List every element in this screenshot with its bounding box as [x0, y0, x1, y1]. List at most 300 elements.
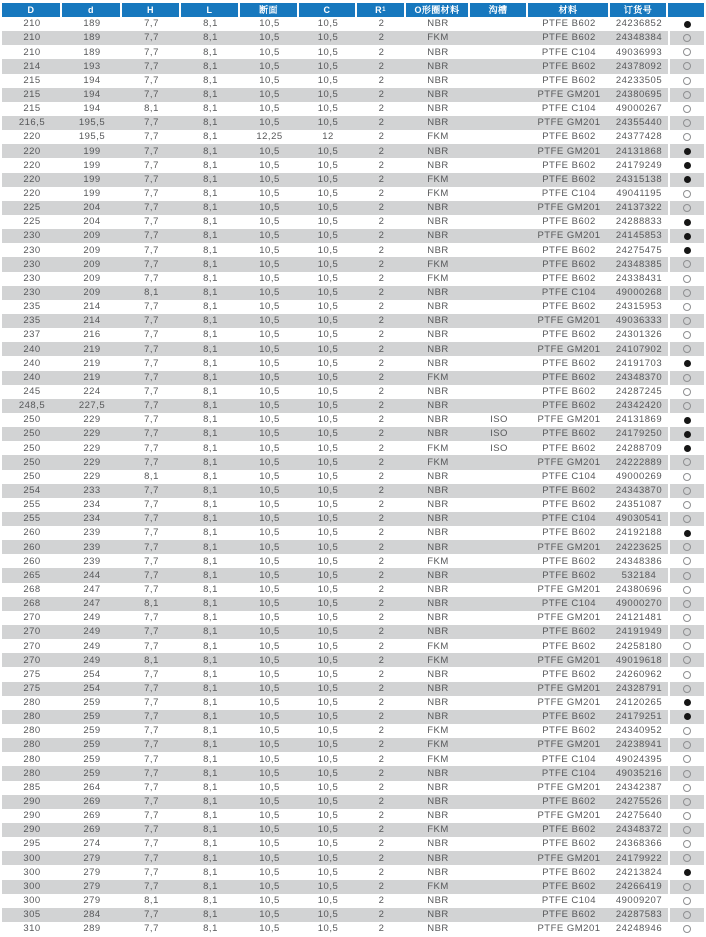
cell: 532184 — [621, 569, 657, 581]
cell — [470, 682, 528, 696]
table-row — [2, 526, 704, 540]
cell: 2 — [378, 470, 385, 482]
cell: PTFE B602 — [542, 357, 596, 369]
table-row — [2, 371, 704, 385]
cell: PTFE GM201 — [537, 781, 601, 793]
cell: 10,5 — [317, 612, 339, 624]
cell: 12 — [322, 131, 334, 143]
cell: NBR — [427, 315, 449, 327]
cell: 215 — [23, 74, 41, 86]
cell: 8,1 — [203, 456, 218, 468]
cell: 24260962 — [615, 668, 663, 680]
cell: PTFE C104 — [541, 513, 597, 525]
cell: PTFE C104 — [541, 470, 597, 482]
cell: PTFE GM201 — [537, 89, 601, 101]
table-row — [2, 413, 704, 427]
status-cell — [668, 455, 704, 469]
cell: NBR — [427, 117, 449, 129]
status-dot-open-icon — [683, 897, 691, 905]
cell: 10,5 — [317, 103, 339, 115]
table-row — [2, 201, 704, 215]
cell: PTFE B602 — [542, 668, 596, 680]
cell: 10,5 — [259, 569, 280, 581]
cell — [470, 894, 528, 908]
cell: 260 — [23, 555, 41, 567]
cell — [470, 597, 528, 611]
cell: PTFE B602 — [542, 131, 596, 143]
cell: 279 — [83, 866, 101, 878]
cell — [470, 498, 528, 512]
cell: 295 — [23, 838, 41, 850]
cell: 8,1 — [203, 46, 218, 58]
status-dot-open-icon — [683, 331, 691, 339]
cell: NBR — [427, 159, 449, 171]
cell: 2 — [378, 145, 385, 157]
status-dot-open-icon — [683, 642, 691, 650]
cell: NBR — [427, 400, 449, 412]
cell: PTFE GM201 — [537, 682, 601, 694]
cell: PTFE C104 — [541, 188, 597, 199]
cell: 10,5 — [317, 32, 339, 44]
status-dot-open-icon — [683, 91, 691, 99]
cell: PTFE B602 — [542, 18, 596, 30]
cell: 10,5 — [317, 838, 339, 850]
cell: 8,1 — [203, 442, 218, 454]
cell: 2 — [378, 357, 385, 369]
cell: 259 — [83, 739, 101, 751]
cell: 10,5 — [317, 145, 339, 157]
cell: 24380696 — [615, 583, 663, 595]
cell: 10,5 — [259, 46, 280, 58]
cell: 10,5 — [317, 385, 339, 397]
cell: 24179922 — [615, 852, 663, 864]
table-row — [2, 922, 704, 936]
cell: 10,5 — [259, 541, 280, 553]
cell: 10,5 — [259, 810, 280, 822]
cell: PTFE B602 — [542, 428, 596, 440]
cell: 10,5 — [317, 810, 339, 822]
cell: FKM — [427, 880, 449, 892]
cell: PTFE GM201 — [537, 202, 601, 214]
cell: 220 — [23, 159, 41, 171]
cell: 10,5 — [259, 725, 280, 737]
cell: 49030541 — [615, 513, 663, 525]
cell: 10,5 — [317, 654, 339, 666]
status-cell — [668, 229, 704, 243]
cell — [470, 300, 528, 314]
table-row — [2, 540, 704, 554]
status-cell — [668, 880, 704, 894]
cell — [470, 583, 528, 597]
status-dot-open-icon — [683, 784, 691, 792]
table-row — [2, 710, 704, 724]
status-dot-open-icon — [683, 826, 691, 834]
cell: 10,5 — [317, 188, 339, 199]
cell — [470, 526, 528, 540]
cell: 235 — [23, 301, 41, 313]
cell: 7,7 — [144, 569, 159, 581]
cell: 234 — [83, 499, 101, 511]
cell: 229 — [83, 442, 101, 454]
cell: FKM — [427, 739, 449, 751]
status-cell — [668, 568, 704, 582]
cell: 255 — [23, 499, 41, 511]
status-dot-open-icon — [683, 48, 691, 56]
cell — [470, 74, 528, 88]
cell: 8,1 — [203, 909, 218, 921]
status-cell — [668, 865, 704, 879]
cell: PTFE B602 — [542, 711, 596, 723]
cell: 10,5 — [317, 824, 339, 836]
cell: PTFE GM201 — [537, 739, 601, 751]
status-cell — [668, 738, 704, 752]
cell: 2 — [378, 258, 385, 270]
table-row — [2, 399, 704, 413]
table-row — [2, 314, 704, 328]
cell: PTFE GM201 — [537, 230, 601, 242]
cell — [470, 738, 528, 752]
cell: 8,1 — [203, 583, 218, 595]
status-dot-open-icon — [683, 275, 691, 283]
cell: 2 — [378, 612, 385, 624]
cell: 2 — [378, 654, 385, 666]
cell: 10,5 — [317, 442, 339, 454]
cell: FKM — [427, 456, 449, 468]
column-header: 订货号 — [610, 3, 668, 17]
status-cell — [668, 187, 704, 201]
cell: NBR — [427, 414, 449, 426]
cell: 10,5 — [317, 258, 339, 270]
cell: NBR — [427, 711, 449, 723]
cell: 7,7 — [144, 767, 159, 779]
cell: 220 — [23, 173, 41, 185]
cell: 2 — [378, 668, 385, 680]
status-cell — [668, 611, 704, 625]
cell: 10,5 — [317, 159, 339, 171]
cell: 10,5 — [317, 18, 339, 30]
cell: 24137322 — [615, 202, 663, 214]
status-dot-open-icon — [683, 883, 691, 891]
cell: 7,7 — [144, 216, 159, 228]
cell: 2 — [378, 315, 385, 327]
cell: 8,1 — [203, 357, 218, 369]
cell: 2 — [378, 385, 385, 397]
cell: 250 — [23, 456, 41, 468]
cell: 10,5 — [317, 569, 339, 581]
cell: 270 — [23, 640, 41, 652]
cell: 249 — [83, 626, 101, 638]
table-row — [2, 243, 704, 257]
cell: PTFE GM201 — [537, 456, 601, 468]
cell: 10,5 — [317, 852, 339, 864]
cell: 8,1 — [144, 470, 159, 482]
cell: 8,1 — [203, 60, 218, 72]
cell: 10,5 — [259, 60, 280, 72]
table-row — [2, 498, 704, 512]
cell: 10,5 — [317, 923, 339, 935]
cell: 24342420 — [615, 400, 663, 412]
cell: PTFE GM201 — [537, 414, 601, 426]
cell: 245 — [23, 385, 41, 397]
cell: 10,5 — [259, 456, 280, 468]
cell: NBR — [427, 598, 449, 610]
cell: 230 — [23, 286, 41, 298]
cell: 229 — [83, 470, 101, 482]
cell: 209 — [83, 272, 101, 284]
cell: PTFE GM201 — [537, 697, 601, 709]
cell: 264 — [83, 781, 101, 793]
cell — [470, 484, 528, 498]
cell: NBR — [427, 357, 449, 369]
cell: 10,5 — [317, 272, 339, 284]
table-body — [2, 17, 704, 936]
cell: PTFE B602 — [542, 442, 596, 454]
cell: 250 — [23, 414, 41, 426]
status-cell — [668, 554, 704, 568]
cell: 194 — [83, 103, 101, 115]
cell: NBR — [427, 60, 449, 72]
cell: 204 — [83, 202, 101, 214]
status-cell — [668, 823, 704, 837]
cell: 2 — [378, 753, 385, 765]
cell — [470, 31, 528, 45]
cell: PTFE GM201 — [537, 315, 601, 327]
cell: 10,5 — [259, 159, 280, 171]
cell: 49009207 — [615, 895, 663, 907]
table-row — [2, 484, 704, 498]
cell — [470, 328, 528, 342]
cell: 7,7 — [144, 46, 159, 58]
cell: 280 — [23, 739, 41, 751]
cell: PTFE C104 — [541, 598, 597, 610]
table-row — [2, 611, 704, 625]
cell: 10,5 — [259, 32, 280, 44]
cell: 7,7 — [144, 244, 159, 256]
cell: 259 — [83, 753, 101, 765]
status-cell — [668, 116, 704, 130]
cell: 8,1 — [203, 428, 218, 440]
cell: 240 — [23, 343, 41, 355]
cell: 8,1 — [203, 781, 218, 793]
cell — [470, 243, 528, 257]
status-dot-open-icon — [683, 133, 691, 141]
cell: 10,5 — [317, 470, 339, 482]
cell: 10,5 — [317, 513, 339, 525]
cell: 24380695 — [615, 89, 663, 101]
table-row — [2, 215, 704, 229]
status-cell — [668, 752, 704, 766]
cell: 8,1 — [203, 852, 218, 864]
cell: 2 — [378, 682, 385, 694]
table-row — [2, 851, 704, 865]
cell: NBR — [427, 541, 449, 553]
cell: 10,5 — [259, 824, 280, 836]
cell: 2 — [378, 852, 385, 864]
cell: 10,5 — [317, 46, 339, 58]
cell: 10,5 — [317, 895, 339, 907]
status-cell — [668, 59, 704, 73]
cell: 279 — [83, 880, 101, 892]
table-row — [2, 781, 704, 795]
cell: 2 — [378, 371, 385, 383]
cell: 24131869 — [615, 414, 663, 426]
cell: 49036333 — [615, 315, 663, 327]
cell: 2 — [378, 329, 385, 341]
cell: 24222889 — [615, 456, 663, 468]
cell: 8,1 — [203, 484, 218, 496]
cell: 10,5 — [259, 598, 280, 610]
cell: 7,7 — [144, 329, 159, 341]
cell: 214 — [83, 315, 101, 327]
table-row — [2, 187, 704, 201]
cell: 49000270 — [615, 598, 663, 610]
status-dot-filled-icon — [684, 176, 691, 183]
table-row — [2, 158, 704, 172]
cell: 10,5 — [259, 315, 280, 327]
cell: 10,5 — [259, 103, 280, 115]
cell: 10,5 — [259, 258, 280, 270]
cell: FKM — [427, 555, 449, 567]
cell: 10,5 — [317, 60, 339, 72]
cell: 10,5 — [259, 18, 280, 30]
status-cell — [668, 809, 704, 823]
cell: 24348372 — [615, 824, 663, 836]
table-row — [2, 300, 704, 314]
cell: 235 — [23, 315, 41, 327]
cell: 8,1 — [203, 159, 218, 171]
cell: 10,5 — [259, 484, 280, 496]
cell — [470, 908, 528, 922]
status-cell — [668, 31, 704, 45]
cell: 24233505 — [615, 74, 663, 86]
cell: 8,1 — [203, 18, 218, 30]
cell: NBR — [427, 145, 449, 157]
cell: 7,7 — [144, 159, 159, 171]
cell: 260 — [23, 527, 41, 539]
cell — [470, 116, 528, 130]
cell — [470, 17, 528, 31]
cell: 2 — [378, 810, 385, 822]
cell: PTFE B602 — [542, 216, 596, 228]
table-row — [2, 639, 704, 653]
cell: 269 — [83, 796, 101, 808]
cell: 7,7 — [144, 909, 159, 921]
cell: 8,1 — [203, 103, 218, 115]
cell: 7,7 — [144, 188, 159, 199]
cell: 2 — [378, 767, 385, 779]
cell: 10,5 — [259, 470, 280, 482]
cell: 7,7 — [144, 442, 159, 454]
cell: 2 — [378, 484, 385, 496]
cell: 49019618 — [615, 654, 663, 666]
cell: 10,5 — [317, 668, 339, 680]
cell: 8,1 — [203, 385, 218, 397]
cell: 24315138 — [615, 173, 663, 185]
cell: PTFE B602 — [542, 640, 596, 652]
cell: PTFE GM201 — [537, 612, 601, 624]
cell: 10,5 — [259, 428, 280, 440]
cell — [470, 865, 528, 879]
cell: 7,7 — [144, 484, 159, 496]
cell: 7,7 — [144, 60, 159, 72]
status-dot-open-icon — [683, 755, 691, 763]
cell: 209 — [83, 230, 101, 242]
cell: 49000268 — [615, 286, 663, 298]
cell: PTFE C104 — [541, 286, 597, 298]
status-dot-open-icon — [683, 741, 691, 749]
cell: 7,7 — [144, 810, 159, 822]
cell: 8,1 — [203, 866, 218, 878]
status-dot-open-icon — [683, 925, 691, 933]
cell: 8,1 — [203, 767, 218, 779]
cell: 219 — [83, 371, 101, 383]
cell: 234 — [83, 513, 101, 525]
cell — [470, 158, 528, 172]
cell: 189 — [83, 46, 101, 58]
status-cell — [668, 597, 704, 611]
cell — [470, 187, 528, 201]
cell: 2 — [378, 541, 385, 553]
cell — [470, 470, 528, 484]
table-row — [2, 441, 704, 455]
cell: 8,1 — [203, 513, 218, 525]
cell: 8,1 — [203, 145, 218, 157]
cell: NBR — [427, 895, 449, 907]
cell: 2 — [378, 32, 385, 44]
cell — [470, 455, 528, 469]
cell: 10,5 — [259, 767, 280, 779]
cell: 7,7 — [144, 626, 159, 638]
cell: 8,1 — [203, 739, 218, 751]
cell: 7,7 — [144, 513, 159, 525]
cell: 189 — [83, 32, 101, 44]
cell: 2 — [378, 46, 385, 58]
cell: 10,5 — [259, 626, 280, 638]
cell: 10,5 — [259, 866, 280, 878]
cell: 10,5 — [259, 202, 280, 214]
table-row — [2, 173, 704, 187]
cell: 214 — [83, 301, 101, 313]
status-cell — [668, 908, 704, 922]
cell: 215 — [23, 103, 41, 115]
cell: 2 — [378, 216, 385, 228]
cell — [470, 639, 528, 653]
cell: 10,5 — [317, 555, 339, 567]
cell: 229 — [83, 414, 101, 426]
cell: 7,7 — [144, 74, 159, 86]
cell: 10,5 — [259, 272, 280, 284]
cell: 259 — [83, 697, 101, 709]
cell: NBR — [427, 513, 449, 525]
status-cell — [668, 653, 704, 667]
table-row — [2, 116, 704, 130]
cell: 239 — [83, 527, 101, 539]
cell: 10,5 — [317, 767, 339, 779]
status-dot-open-icon — [683, 402, 691, 410]
status-dot-filled-icon — [684, 417, 691, 424]
cell: 250 — [23, 428, 41, 440]
cell — [470, 880, 528, 894]
table-row — [2, 653, 704, 667]
cell: 10,5 — [259, 301, 280, 313]
cell — [470, 625, 528, 639]
cell: PTFE C104 — [541, 895, 597, 907]
status-cell — [668, 399, 704, 413]
cell: 7,7 — [144, 612, 159, 624]
cell: 10,5 — [259, 244, 280, 256]
status-dot-open-icon — [683, 685, 691, 693]
cell — [470, 314, 528, 328]
